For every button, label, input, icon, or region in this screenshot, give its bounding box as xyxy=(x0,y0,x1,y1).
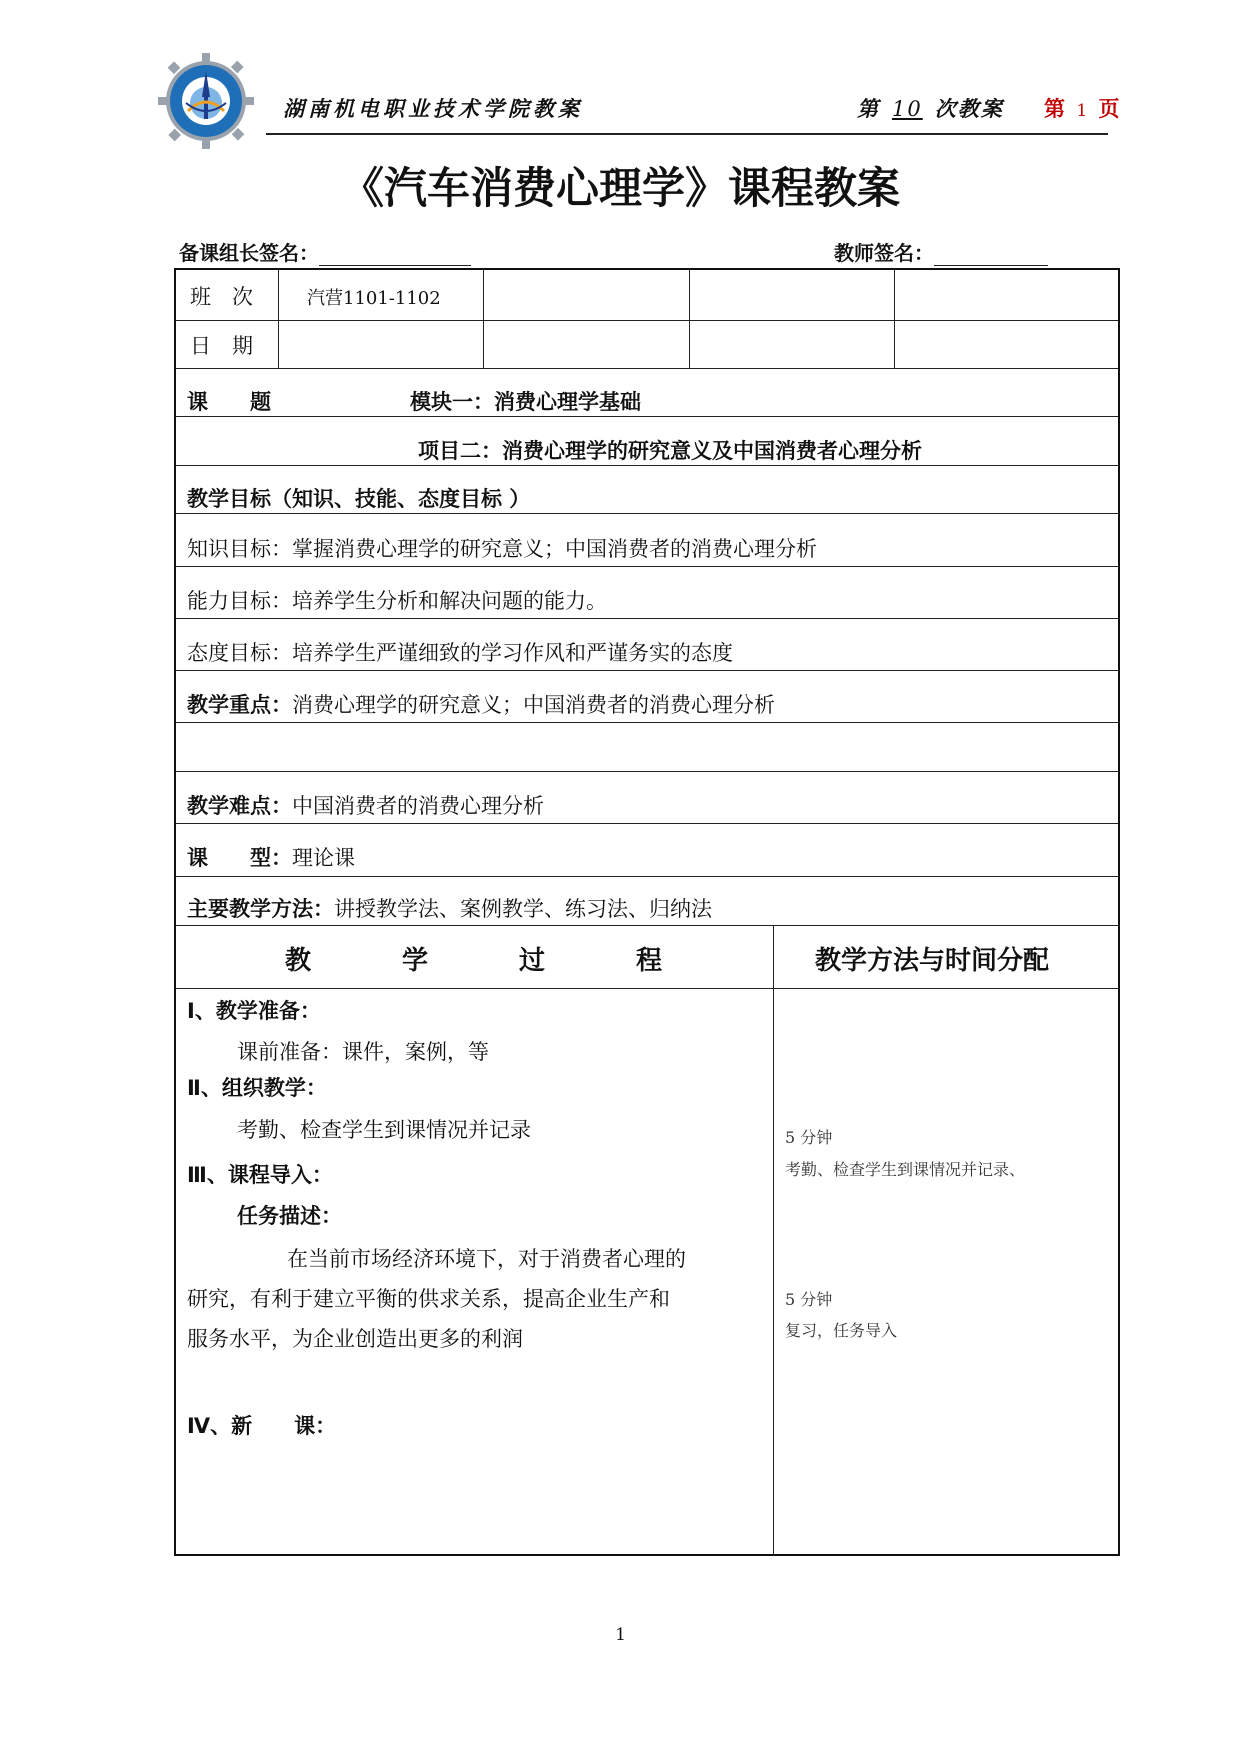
difficulties-text: 中国消费者的消费心理分析 xyxy=(292,794,544,818)
leader-signature-label: 备课组长签名： xyxy=(179,241,319,265)
row-divider xyxy=(176,618,1118,619)
note-text: 复习，任务导入 xyxy=(785,1321,898,1340)
row-divider xyxy=(176,416,1118,417)
row-divider xyxy=(176,320,1118,321)
row-divider xyxy=(176,513,1118,514)
process-heading-char: 教 xyxy=(285,946,312,976)
key-points-label: 教学重点： xyxy=(187,693,292,717)
note-text: 考勤、检查学生到课情况并记录、 xyxy=(785,1160,1026,1179)
section-new-lesson-title: Ⅳ、新 课： xyxy=(187,1414,337,1438)
row-divider xyxy=(176,566,1118,567)
difficulties-label: 教学难点： xyxy=(187,794,292,818)
topic-label: 课 题 xyxy=(187,390,271,414)
teaching-methods xyxy=(187,893,712,923)
date-label: 日 期 xyxy=(190,334,253,358)
page-title: 《汽车消费心理学》课程教案 xyxy=(341,164,900,214)
task-description-title: 任务描述： xyxy=(237,1204,342,1228)
row-divider xyxy=(176,771,1118,772)
footer-page-number: 1 xyxy=(615,1625,626,1645)
methods-time-heading: 教学方法与时间分配 xyxy=(815,946,1050,976)
teacher-signature-label: 教师签名： xyxy=(834,241,934,265)
row-divider xyxy=(176,465,1118,466)
goals-heading: 教学目标（知识、技能、态度目标 ） xyxy=(187,487,531,511)
note-time: 5 分钟 xyxy=(785,1290,833,1309)
task-description-line: 研究，有利于建立平衡的供求关系，提高企业生产和 xyxy=(187,1287,670,1311)
row-divider xyxy=(176,876,1118,877)
process-heading-char: 程 xyxy=(636,946,663,976)
page-prefix: 第 xyxy=(1044,96,1067,121)
section-preparation-text: 课前准备：课件，案例，等 xyxy=(237,1040,489,1064)
row-divider xyxy=(176,670,1118,671)
methods-label: 主要教学方法： xyxy=(187,897,334,921)
row-divider xyxy=(176,925,1118,926)
school-logo xyxy=(158,53,254,149)
lesson-number-value: 10 xyxy=(892,97,923,121)
key-points xyxy=(187,689,775,719)
lesson-type-label: 课 型： xyxy=(187,846,292,870)
teacher-signature xyxy=(834,237,1048,266)
column-divider xyxy=(278,270,279,368)
column-divider xyxy=(773,925,774,1554)
section-organization-title: Ⅱ、组织教学： xyxy=(187,1076,327,1100)
row-divider xyxy=(176,722,1118,723)
key-points-text: 消费心理学的研究意义；中国消费者的消费心理分析 xyxy=(292,693,775,717)
school-name: 湖南机电职业技术学院教案 xyxy=(283,96,583,121)
section-organization-text: 考勤、检查学生到课情况并记录 xyxy=(237,1118,531,1142)
process-heading-char: 学 xyxy=(402,946,429,976)
teacher-signature-field[interactable] xyxy=(934,247,1048,266)
task-description-line: 服务水平，为企业创造出更多的利润 xyxy=(187,1327,523,1351)
leader-signature xyxy=(179,237,471,266)
note-time: 5 分钟 xyxy=(785,1128,833,1147)
lesson-prefix: 第 xyxy=(857,96,880,121)
row-divider xyxy=(176,823,1118,824)
topic-project: 项目二：消费心理学的研究意义及中国消费者心理分析 xyxy=(418,439,922,463)
topic-module: 模块一：消费心理学基础 xyxy=(410,390,641,414)
goal-knowledge: 知识目标：掌握消费心理学的研究意义；中国消费者的消费心理分析 xyxy=(187,537,817,561)
goal-attitude: 态度目标：培养学生严谨细致的学习作风和严谨务实的态度 xyxy=(187,641,733,665)
task-description-line: 在当前市场经济环境下，对于消费者心理的 xyxy=(287,1247,686,1271)
page-indicator xyxy=(1044,93,1121,123)
class-label: 班 次 xyxy=(190,285,253,309)
lesson-type-text: 理论课 xyxy=(292,846,355,870)
section-preparation-title: Ⅰ、教学准备： xyxy=(187,999,321,1023)
page-suffix: 页 xyxy=(1098,96,1122,121)
column-divider xyxy=(894,270,895,368)
column-divider xyxy=(483,270,484,368)
header-rule xyxy=(266,133,1108,135)
page-indicator-number: 1 xyxy=(1076,101,1090,121)
class-value: 汽营1101-1102 xyxy=(307,288,441,309)
lesson-number xyxy=(857,93,1004,123)
methods-text: 讲授教学法、案例教学、练习法、归纳法 xyxy=(334,897,712,921)
lesson-suffix: 次教案 xyxy=(934,96,1004,121)
process-heading-char: 过 xyxy=(519,946,546,976)
lesson-type xyxy=(187,842,355,872)
goal-ability: 能力目标：培养学生分析和解决问题的能力。 xyxy=(187,589,607,613)
row-divider xyxy=(176,988,1118,989)
column-divider xyxy=(689,270,690,368)
row-divider xyxy=(176,368,1118,369)
difficulties xyxy=(187,790,544,820)
section-introduction-title: Ⅲ、课程导入： xyxy=(187,1163,333,1187)
leader-signature-field[interactable] xyxy=(319,247,471,266)
